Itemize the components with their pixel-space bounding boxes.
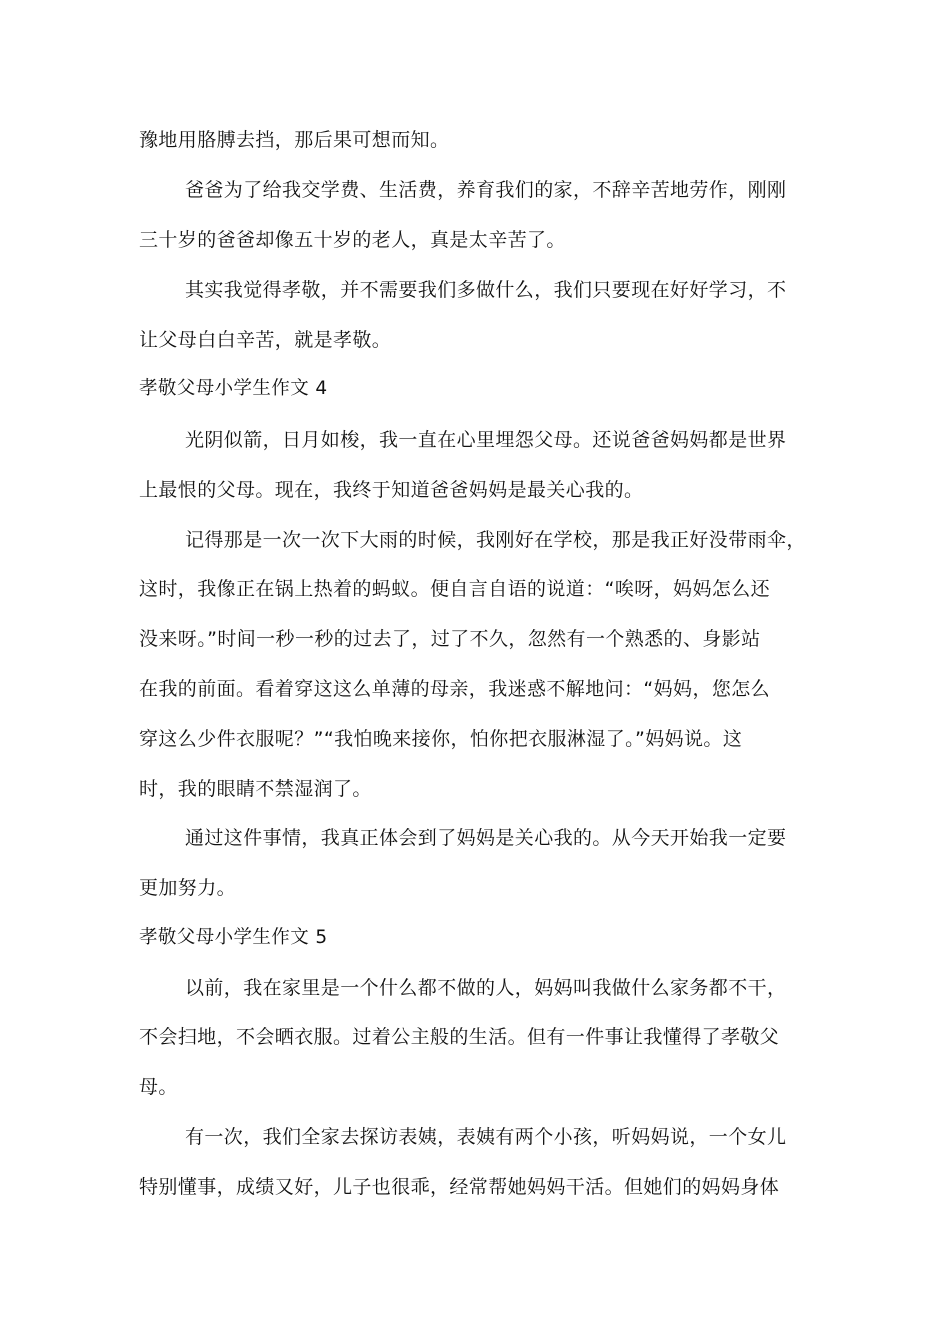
paragraph-line: 通过这件事情，我真正体会到了妈妈是关心我的。从今天开始我一定要 [185,827,787,849]
paragraph-line: 记得那是一次一次下大雨的时候，我刚好在学校，那是我正好没带雨伞， [185,529,806,551]
paragraph-line: 穿这么少件衣服呢？”“我怕晚来接你，怕你把衣服淋湿了。”妈妈说。这 [139,728,743,750]
paragraph-line: 特别懂事，成绩又好，儿子也很乖，经常帮她妈妈干活。但她们的妈妈身体 [139,1176,780,1198]
paragraph-line: 更加努力。 [139,877,237,899]
paragraph-line: 在我的前面。看着穿这这么单薄的母亲，我迷惑不解地问：“妈妈，您怎么 [139,678,771,700]
section-heading: 孝敬父母小学生作文 4 [139,378,328,399]
paragraph-line: 没来呀。”时间一秒一秒的过去了，过了不久，忽然有一个熟悉的、身影站 [139,628,761,650]
paragraph-line: 光阴似箭，日月如梭，我一直在心里埋怨父母。还说爸爸妈妈都是世界 [185,429,787,451]
section-heading: 孝敬父母小学生作文 5 [139,927,328,948]
paragraph-line: 以前，我在家里是一个什么都不做的人，妈妈叫我做什么家务都不干， [185,977,787,999]
paragraph-line: 让父母白白辛苦，就是孝敬。 [139,329,392,351]
paragraph-line: 其实我觉得孝敬，并不需要我们多做什么，我们只要现在好好学习，不 [185,279,787,301]
paragraph-line: 时，我的眼睛不禁湿润了。 [139,778,372,800]
paragraph-line: 有一次，我们全家去探访表姨，表姨有两个小孩，听妈妈说，一个女儿 [185,1126,787,1148]
paragraph-line: 母。 [139,1076,178,1098]
paragraph-line: 三十岁的爸爸却像五十岁的老人，真是太辛苦了。 [139,229,566,251]
paragraph-line: 豫地用胳膊去挡，那后果可想而知。 [139,129,450,151]
paragraph-line: 爸爸为了给我交学费、生活费，养育我们的家，不辞辛苦地劳作，刚刚 [185,179,787,201]
paragraph-line: 不会扫地，不会晒衣服。过着公主般的生活。但有一件事让我懂得了孝敬父 [139,1026,780,1048]
paragraph-line: 这时，我像正在锅上热着的蚂蚁。便自言自语的说道：“唉呀，妈妈怎么还 [139,578,771,600]
paragraph-line: 上最恨的父母。现在，我终于知道爸爸妈妈是最关心我的。 [139,479,644,501]
